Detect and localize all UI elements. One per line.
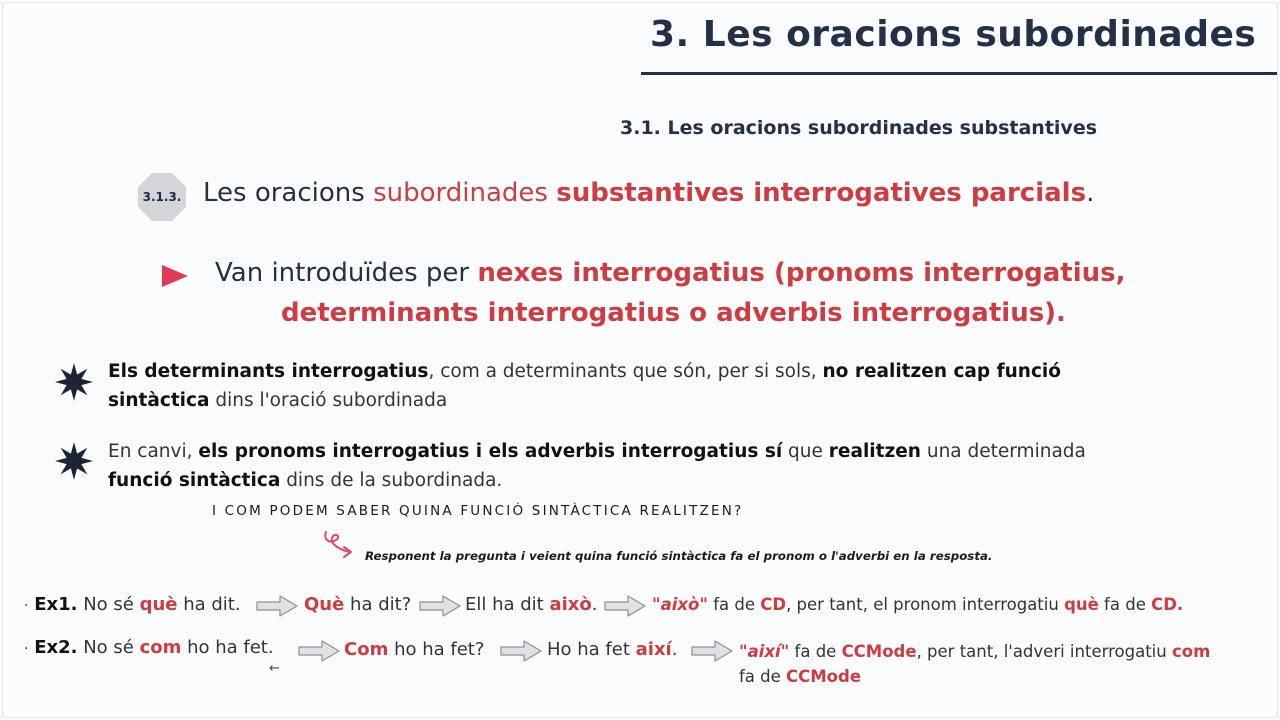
ex1-c-red: això [549, 594, 592, 615]
point-2 [108, 437, 1086, 495]
intro-plain: Van introduïdes per [215, 258, 478, 288]
heading-red-bold: substantives interrogatives parcials [556, 178, 1087, 208]
p2-bold-2: realitzen [828, 441, 921, 462]
ex2-question [344, 639, 484, 660]
ex2-d-quote: "així" [739, 642, 790, 661]
slide-title: 3. Les oracions subordinades [650, 14, 1257, 55]
gray-arrow-icon [298, 640, 340, 662]
ex2-c-red: així [635, 639, 672, 660]
section-badge [136, 171, 188, 223]
guiding-question: I COM PODEM SABER QUINA FUNCIÓ SINTÀCTICA REALITZEN? [212, 503, 744, 519]
ex1-b-red: Què [304, 594, 345, 615]
ex1-b-text: ha dit? [344, 594, 412, 615]
ex2-a-end: ho ha fet. [181, 637, 274, 658]
curl-arrow-icon [320, 528, 362, 560]
ex2-b-text: ho ha fet? [388, 639, 485, 660]
play-triangle-icon [161, 264, 189, 288]
ex1-c-text: Ell ha dit [465, 594, 550, 615]
bullet-dot: · [24, 598, 29, 614]
ex2-d-text-2: , per tant, l'adveri interrogatiu [916, 642, 1172, 661]
ex2-d-text-3: fa de [739, 667, 787, 686]
intro-line-1 [215, 258, 1125, 288]
gray-arrow-icon [691, 640, 733, 662]
ex1-d-cd-2: CD. [1151, 595, 1184, 614]
star-bullet-icon [54, 441, 94, 481]
ex1-start [24, 594, 241, 615]
p1-text-2: dins l'oració subordinada [209, 390, 448, 411]
gray-arrow-icon [256, 595, 298, 617]
ex1-d-text-1: fa de [707, 595, 761, 614]
bullet-dot: · [24, 641, 29, 657]
ex1-label: Ex1. [34, 594, 78, 615]
ex2-c-text: Ho ha fet [547, 639, 636, 660]
ex2-d-red: com [1171, 642, 1211, 661]
p1-bold-3: sintàctica [108, 390, 210, 411]
ex1-a-red: què [139, 594, 178, 615]
section-subtitle: 3.1. Les oracions subordinades substantives [620, 117, 1098, 139]
ex2-label: Ex2. [34, 637, 78, 658]
p2-bold-1: els pronoms interrogatius i els adverbis interrogatius sí [198, 441, 783, 462]
heading-end: . [1086, 178, 1095, 208]
ex1-conclusion [652, 595, 1183, 614]
ex1-d-quote: "això" [652, 595, 708, 614]
ex1-d-text-3: fa de [1098, 595, 1152, 614]
heading-red: subordinades [373, 178, 557, 208]
p2-text-3: una determinada [920, 441, 1086, 462]
ex1-d-red: què [1064, 595, 1099, 614]
ex2-conclusion [739, 639, 1210, 689]
ex2-c-end: . [671, 639, 678, 660]
gray-arrow-icon [604, 595, 646, 617]
gray-arrow-icon [419, 595, 461, 617]
p1-bold-1: Els determinants interrogatius [108, 361, 429, 382]
p2-text-4: dins de la subordinada. [280, 470, 503, 491]
ex2-answer [547, 639, 677, 660]
guiding-answer: Responent la pregunta i veient quina funció sintàctica fa el pronom o l'adverbi en la resposta. [365, 549, 993, 563]
ex2-d-ccmode-1: CCMode [841, 642, 917, 661]
star-bullet-icon [54, 362, 94, 402]
p1-bold-2: no realitzen cap funció [822, 361, 1061, 382]
gray-arrow-icon [500, 640, 542, 662]
left-arrow-icon: ← [269, 661, 280, 676]
intro-bold-1: nexes interrogatius (pronoms interrogatius, [477, 258, 1126, 288]
intro-bold-2: determinants interrogatius o adverbis interrogatius). [281, 298, 1066, 328]
ex1-a-end: ha dit. [177, 594, 241, 615]
ex1-question [304, 594, 411, 615]
ex2-d-ccmode-2: CCMode [786, 667, 862, 686]
title-underline [641, 72, 1277, 75]
point-1 [108, 357, 1061, 415]
p2-text-1: En canvi, [108, 441, 199, 462]
ex2-a-text: No sé [83, 637, 140, 658]
ex2-a-red: com [139, 637, 182, 658]
section-number: 3.1.3. [142, 190, 182, 204]
ex1-d-text-2: , per tant, el pronom interrogatiu [786, 595, 1065, 614]
ex1-c-end: . [591, 594, 598, 615]
ex2-d-text-1: fa de [789, 642, 842, 661]
ex1-answer [465, 594, 598, 615]
ex2-b-red: Com [344, 639, 389, 660]
section-heading [203, 178, 1094, 208]
ex2-start [24, 637, 274, 658]
p1-text-1: , com a determinants que són, per si sols, [428, 361, 823, 382]
heading-plain: Les oracions [203, 178, 374, 208]
ex1-a-text: No sé [83, 594, 140, 615]
p2-bold-3: funció sintàctica [108, 470, 281, 491]
p2-text-2: que [782, 441, 829, 462]
ex1-d-cd-1: CD [760, 595, 787, 614]
